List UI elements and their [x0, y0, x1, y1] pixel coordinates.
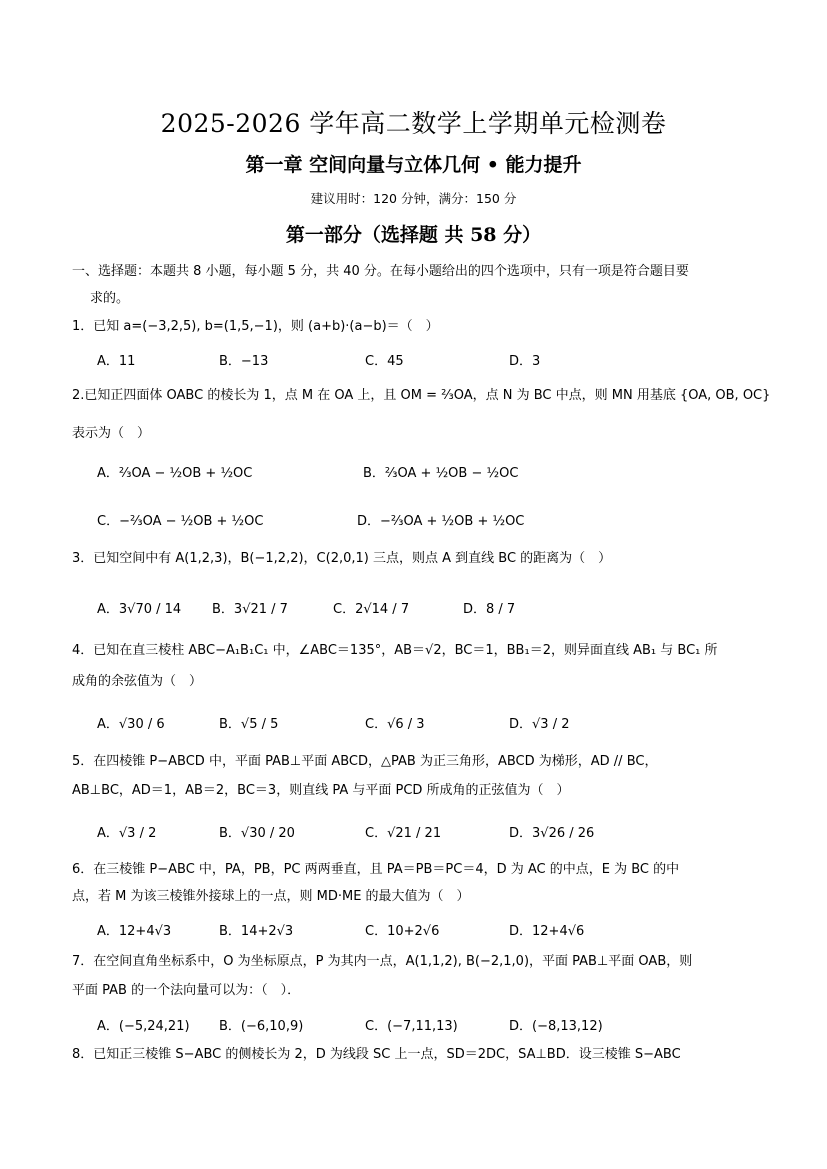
- question-2-stem-cont: 表示为（ ）: [72, 426, 151, 441]
- q4-option-b[interactable]: B．√5 / 5: [219, 717, 279, 732]
- q4-option-c[interactable]: C．√6 / 3: [365, 717, 425, 732]
- chapter-heading: 第一章 空间向量与立体几何 • 能力提升: [245, 154, 582, 176]
- q7-option-b[interactable]: B．(−6,10,9): [219, 1019, 304, 1034]
- q2-option-c[interactable]: C．−⅔OA − ½OB + ½OC: [97, 514, 264, 529]
- part-heading: 第一部分（选择题 共 58 分）: [285, 224, 542, 246]
- question-1-stem: 1．已知 a=(−3,2,5), b=(1,5,−1)，则 (a+b)·(a−b)＝（ ）: [72, 319, 439, 334]
- question-3-stem: 3．已知空间中有 A(1,2,3)，B(−1,2,2)，C(2,0,1) 三点，则点 A 到直线 BC 的距离为（ ）: [72, 551, 612, 566]
- question-7-stem-cont: 平面 PAB 的一个法向量可以为：（ ）．: [72, 983, 301, 998]
- section-instructions: [72, 258, 760, 312]
- q2-option-b[interactable]: B．⅔OA + ½OB − ½OC: [363, 466, 519, 481]
- q6-option-a[interactable]: A．12+4√3: [97, 924, 172, 939]
- q7-option-d[interactable]: D．(−8,13,12): [509, 1019, 603, 1034]
- question-6-stem-cont: 点，若 M 为该三棱锥外接球上的一点，则 MD·ME 的最大值为（ ）: [72, 889, 470, 904]
- q5-option-d[interactable]: D．3√26 / 26: [509, 826, 595, 841]
- q1-option-b[interactable]: B．−13: [219, 354, 269, 369]
- question-6-stem: 6．在三棱锥 P−ABC 中，PA，PB，PC 两两垂直，且 PA＝PB＝PC＝4，D 为 AC 的中点，E 为 BC 的中: [72, 862, 680, 877]
- question-2-stem: 2.已知正四面体 OABC 的棱长为 1，点 M 在 OA 上，且 OM = ⅔OA，点 N 为 BC 中点，则 MN 用基底 {OA, OB, OC}: [72, 388, 771, 403]
- q6-option-b[interactable]: B．14+2√3: [219, 924, 294, 939]
- q5-option-b[interactable]: B．√30 / 20: [219, 826, 295, 841]
- exam-title: 2025-2026 学年高二数学上学期单元检测卷: [160, 109, 667, 138]
- q3-option-d[interactable]: D．8 / 7: [463, 602, 516, 617]
- question-4-stem: 4．已知在直三棱柱 ABC−A₁B₁C₁ 中，∠ABC＝135°，AB＝√2，BC＝1，BB₁＝2，则异面直线 AB₁ 与 BC₁ 所: [72, 643, 718, 658]
- q6-option-d[interactable]: D．12+4√6: [509, 924, 585, 939]
- q7-option-a[interactable]: A．(−5,24,21): [97, 1019, 190, 1034]
- question-7-stem: 7．在空间直角坐标系中，O 为坐标原点，P 为其内一点，A(1,1,2), B(−2,1,0)，平面 PAB⊥平面 OAB，则: [72, 954, 693, 969]
- question-4-stem-cont: 成角的余弦值为（ ）: [72, 674, 203, 689]
- q1-option-c[interactable]: C．45: [365, 354, 404, 369]
- q3-option-c[interactable]: C．2√14 / 7: [333, 602, 410, 617]
- q1-option-a[interactable]: A．11: [97, 354, 136, 369]
- q2-option-a[interactable]: A．⅔OA − ½OB + ½OC: [97, 466, 253, 481]
- q6-option-c[interactable]: C．10+2√6: [365, 924, 440, 939]
- instructions-line-1: 一、选择题：本题共 8 小题，每小题 5 分，共 40 分。在每小题给出的四个选项中，只有一项是符合题目要: [72, 264, 689, 279]
- q5-option-c[interactable]: C．√21 / 21: [365, 826, 442, 841]
- q2-option-d[interactable]: D．−⅔OA + ½OB + ½OC: [357, 514, 525, 529]
- q1-option-d[interactable]: D．3: [509, 354, 541, 369]
- question-5-stem: 5．在四棱锥 P−ABCD 中，平面 PAB⊥平面 ABCD，△PAB 为正三角形，ABCD 为梯形，AD // BC，: [72, 754, 658, 769]
- instructions-line-2: 求的。: [90, 291, 130, 306]
- q7-option-c[interactable]: C．(−7,11,13): [365, 1019, 458, 1034]
- q5-option-a[interactable]: A．√3 / 2: [97, 826, 157, 841]
- time-limit: 建议用时：120 分钟，满分：150 分: [310, 191, 517, 206]
- q3-option-a[interactable]: A．3√70 / 14: [97, 602, 182, 617]
- q3-option-b[interactable]: B．3√21 / 7: [212, 602, 288, 617]
- question-5-stem-cont: AB⊥BC，AD＝1，AB＝2，BC＝3，则直线 PA 与平面 PCD 所成角的正弦值为（ ）: [72, 783, 570, 798]
- q4-option-d[interactable]: D．√3 / 2: [509, 717, 570, 732]
- q4-option-a[interactable]: A．√30 / 6: [97, 717, 165, 732]
- question-8-stem: 8．已知正三棱锥 S−ABC 的侧棱长为 2，D 为线段 SC 上一点，SD＝2DC，SA⊥BD．设三棱锥 S−ABC: [72, 1047, 681, 1062]
